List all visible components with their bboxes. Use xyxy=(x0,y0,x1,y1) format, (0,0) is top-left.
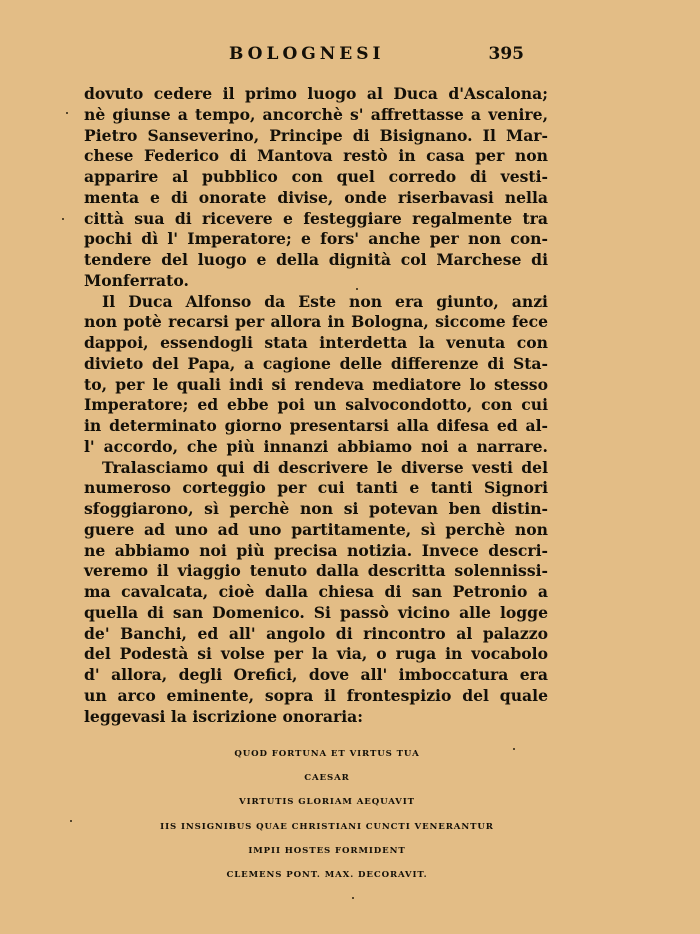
text-line: d' allora, degli Orefici, dove all' imboccatura era xyxy=(84,665,548,684)
text-line: nè giunse a tempo, ancorchè s' affrettasse a venire, xyxy=(84,104,548,124)
text-line: dovuto cedere il primo luogo al Duca d'Ascalona; xyxy=(84,84,548,103)
text-line: città sua di ricevere e festeggiare regalmente tra xyxy=(84,208,548,228)
text-line: ne abbiamo noi più precisa notizia. Invece descri- xyxy=(84,540,548,560)
scan-speck xyxy=(66,112,68,114)
inscription-line: VIRTUTIS GLORIAM AEQUAVIT xyxy=(239,797,415,808)
text-line: Il Duca Alfonso da Este non era giunto, anzi xyxy=(102,291,548,311)
inscription-line: IMPII HOSTES FORMIDENT xyxy=(248,845,406,856)
text-line: un arco eminente, sopra il frontespizio del quale xyxy=(84,685,548,705)
text-line: del Podestà si volse per la via, o ruga in vocabolo xyxy=(84,644,548,664)
inscription-line: CLEMENS PONT. MAX. DECORAVIT. xyxy=(226,869,428,880)
inscription-line: CAESAR xyxy=(304,773,350,784)
text-line: guere ad uno ad uno partitamente, sì perchè non xyxy=(84,519,548,539)
text-line: dappoi, essendogli stata interdetta la venuta con xyxy=(84,333,548,352)
paragraph-1 xyxy=(84,84,548,292)
text-line: Pietro Sanseverino, Principe di Bisignano. Il Mar- xyxy=(84,125,548,145)
text-line: divieto del Papa, a cagione delle differenze di Sta- xyxy=(84,353,548,373)
text-line: non potè recarsi per allora in Bologna, siccome fece xyxy=(84,312,548,332)
paragraph-3 xyxy=(84,458,548,728)
text-line: sfoggiarono, sì perchè non si potevan ben distin- xyxy=(84,499,548,518)
running-head: BOLOGNESI xyxy=(229,44,385,64)
paragraph-2 xyxy=(84,292,548,458)
text-line: l' accordo, che più innanzi abbiamo noi a narrare. xyxy=(84,436,548,456)
scan-speck xyxy=(513,748,515,750)
text-line: chese Federico di Mantova restò in casa per non xyxy=(84,146,548,166)
text-line: to, per le quali indi si rendeva mediatore lo stesso xyxy=(84,374,548,394)
scan-speck xyxy=(352,897,354,899)
text-line: de' Banchi, ed all' angolo di rincontro al palazzo xyxy=(84,623,548,643)
text-line: Imperatore; ed ebbe poi un salvocondotto, con cui xyxy=(84,395,548,415)
text-line: apparire al pubblico con quel corredo di vesti- xyxy=(84,167,548,186)
page-header xyxy=(84,44,524,72)
text-line: menta e di onorate divise, onde riserbavasi nella xyxy=(84,187,548,207)
scan-speck xyxy=(356,288,358,290)
text-line: in determinato giorno presentarsi alla difesa ed al- xyxy=(84,416,548,435)
scan-speck xyxy=(70,820,72,822)
body-text xyxy=(84,84,548,727)
text-line: pochi dì l' Imperatore; e fors' anche per non con- xyxy=(84,229,548,249)
text-line: tendere del luogo e della dignità col Marchese di xyxy=(84,250,548,269)
text-line: numeroso corteggio per cui tanti e tanti Signori xyxy=(84,478,548,498)
text-line: veremo il viaggio tenuto dalla descritta solennissi- xyxy=(84,561,548,581)
inscription-line: QUOD FORTUNA ET VIRTUS TUA xyxy=(234,749,420,759)
page-number: 395 xyxy=(488,44,524,64)
scan-speck xyxy=(62,218,64,220)
text-line: ma cavalcata, cioè dalla chiesa di san Petronio a xyxy=(84,582,548,601)
inscription-block xyxy=(84,742,570,887)
inscription-line: IIS INSIGNIBUS QUAE CHRISTIANI CUNCTI VENERANTUR xyxy=(160,821,494,832)
text-line: quella di san Domenico. Si passò vicino alle logge xyxy=(84,602,548,622)
text-line: Monferrato. xyxy=(84,270,189,290)
text-line: Tralasciamo qui di descrivere le diverse vesti del xyxy=(102,457,548,477)
text-line: leggevasi la iscrizione onoraria: xyxy=(84,706,363,726)
